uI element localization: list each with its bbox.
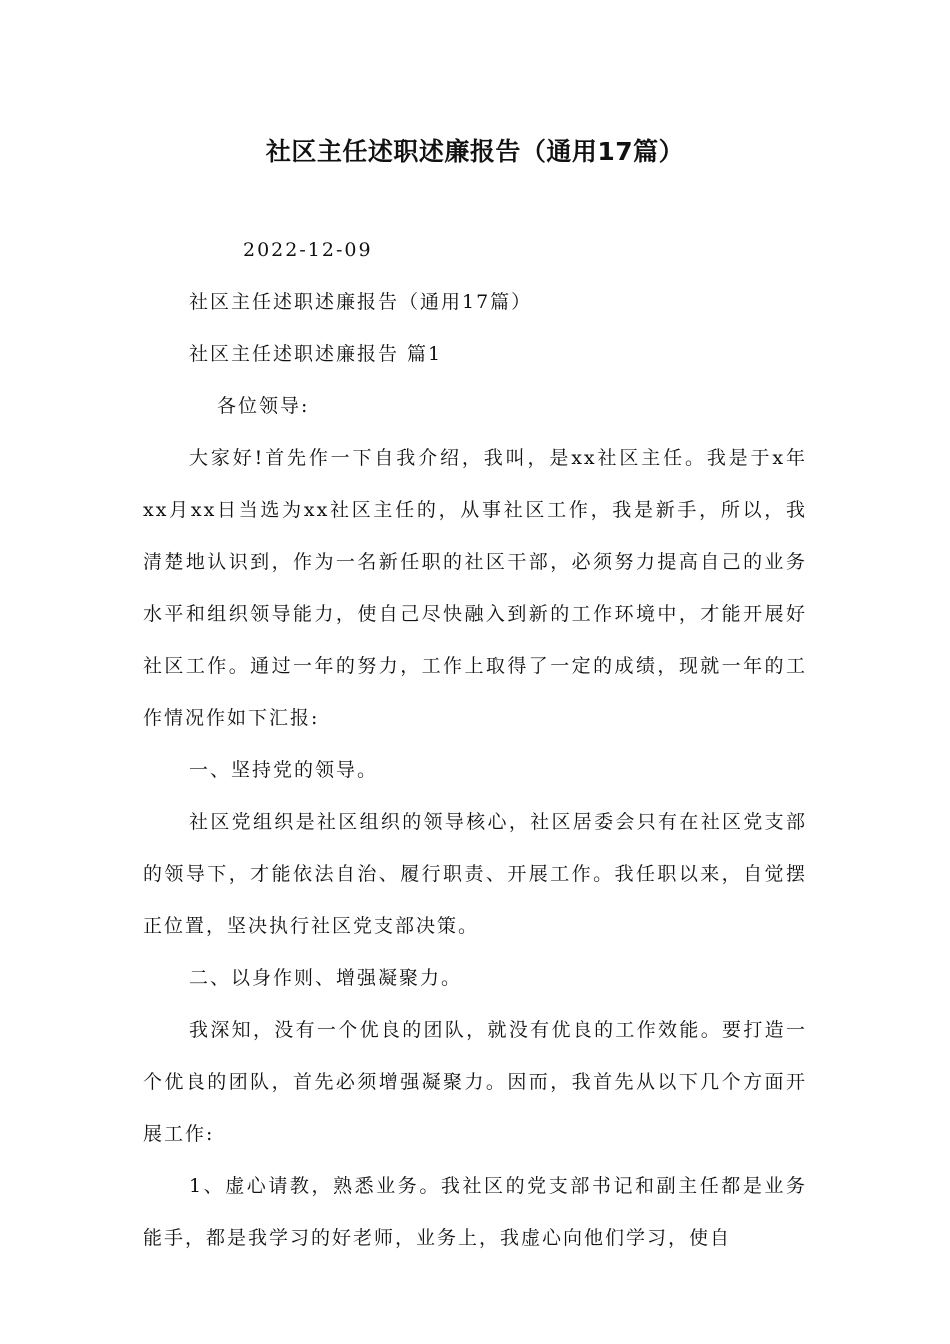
salutation: 各位领导: bbox=[217, 395, 310, 417]
paragraph: 我深知，没有一个优良的团队，就没有优良的工作效能。要打造一个优良的团队，首先必须增强凝聚力。因而，我首先从以下几个方面开展工作: bbox=[143, 1019, 807, 1145]
document-body bbox=[143, 224, 807, 1264]
document-date: 2022-12-09 bbox=[243, 239, 373, 261]
paragraph: 1、虚心请教，熟悉业务。我社区的党支部书记和副主任都是业务能手，都是我学习的好老师，业务上，我虚心向他们学习，使自 bbox=[143, 1175, 807, 1249]
paragraph-heading: 一、坚持党的领导。 bbox=[189, 759, 379, 781]
paragraph: 大家好!首先作一下自我介绍，我叫，是xx社区主任。我是于x年xx月xx日当选为xx社区主任的，从事社区工作，我是新手，所以，我清楚地认识到，作为一名新任职的社区干部，必须努力提高自己的业务水平和组织领导能力，使自己尽快融入到新的工作环境中，才能开展好社区工作。通过一年的努力，工作上取得了一定的成绩，现就一年的工作情况作如下汇报: bbox=[143, 447, 807, 729]
document-subtitle: 社区主任述职述廉报告（通用17篇） bbox=[189, 291, 533, 313]
paragraph-heading: 二、以身作则、增强凝聚力。 bbox=[189, 967, 463, 989]
document-title: 社区主任述职述廉报告（通用17篇） bbox=[265, 137, 685, 166]
section-heading: 社区主任述职述廉报告 篇1 bbox=[189, 343, 443, 365]
paragraph: 社区党组织是社区组织的领导核心，社区居委会只有在社区党支部的领导下，才能依法自治、履行职责、开展工作。我任职以来，自觉摆正位置，坚决执行社区党支部决策。 bbox=[143, 811, 807, 937]
